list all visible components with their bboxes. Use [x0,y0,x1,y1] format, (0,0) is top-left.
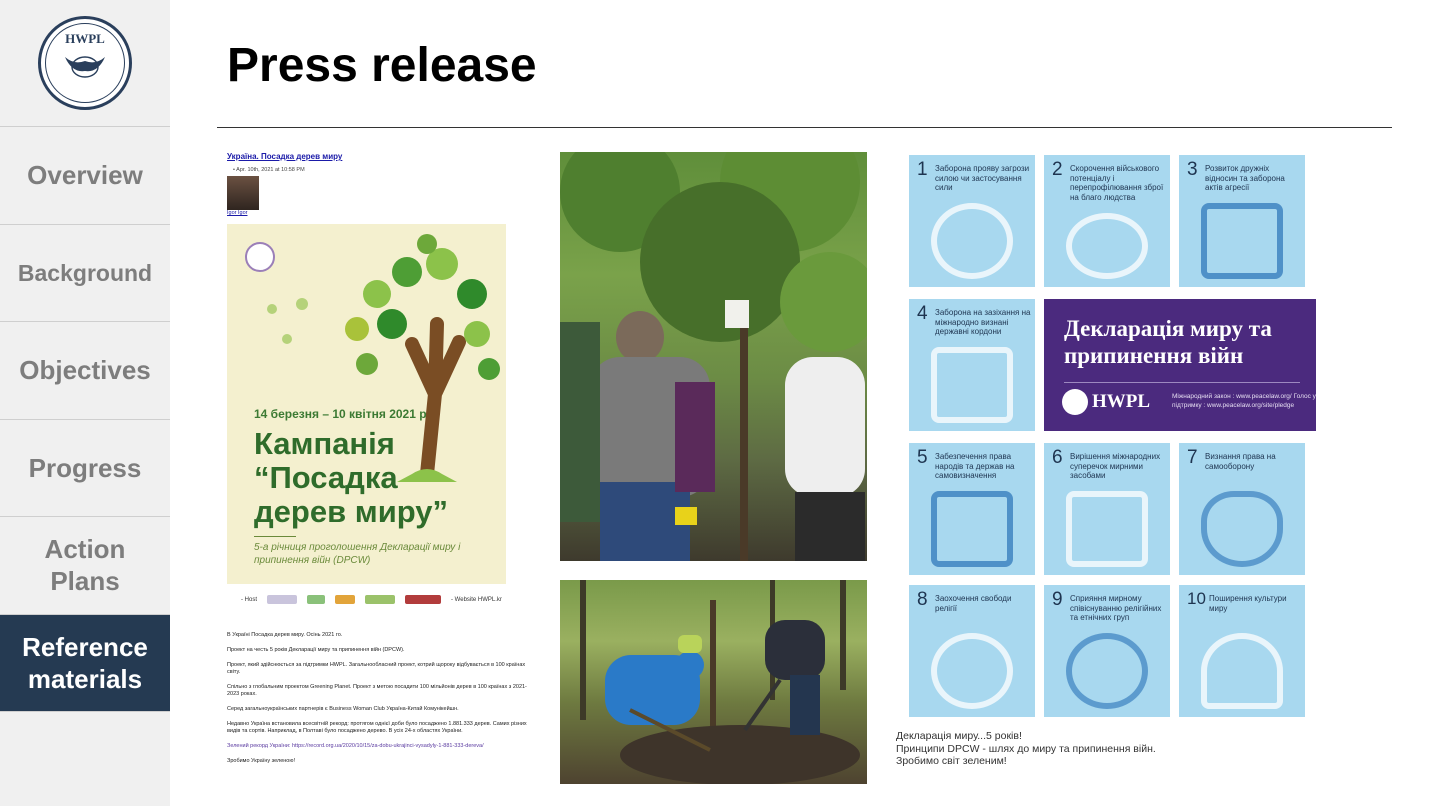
poster-date: 14 березня – 10 квітня 2021 р [254,407,427,421]
principle-tile: 1 Заборона прояву загрози силою чи застосування сили [909,155,1035,287]
declaration-banner [1044,299,1316,431]
tree-planting-photo [560,580,867,784]
article-paragraph: Недавно Україна встановила всесвітній рекорд: протягом однієї доби було посаджено 1.881.333 дерев. Самих різних видів та сортів. Наприклад, в Полтаві було посаджено дерево. В усіх 24-х областях України. [227,721,527,734]
declaration-title: Декларація миру та припинення війн [1064,316,1272,368]
sponsor-logo [267,595,297,604]
title-divider [217,127,1392,128]
tree-tagging-photo [560,152,867,561]
hwpl-logo [38,16,132,110]
poster-subtitle: 5-а річниця проголошення Декларації миру і припинення війн (DPCW) [254,542,461,566]
declaration-divider [1064,382,1300,383]
shield-globe-icon [1201,491,1283,567]
author-link[interactable]: Igor Igor [227,210,248,216]
sponsor-logo [335,595,355,604]
nav-reference-materials[interactable]: Reference materials [0,615,170,713]
sponsor-logo [365,595,395,604]
principle-tile: 5 Забезпечення права народів та держав на самовизначення [909,443,1035,575]
record-link[interactable]: Зелений рекорд України: https://record.org.ua/2020/10/15/za-dobu-ukrajinci-vysadyly-1-881-333-dereva/ [227,743,484,749]
no-war-circle-icon [1066,633,1148,709]
hands-vote-icon [931,491,1013,567]
hwpl-seal-icon [1062,389,1088,415]
handshake-icon [1201,203,1283,279]
main-content [170,0,1440,806]
tree-planting-scene-icon [560,580,867,784]
article-paragraph: Проект на честь 5 років Декларації миру та припинення війн (DPCW). [227,647,405,653]
principle-tile: 8 Заохочення свободи релігії [909,585,1035,717]
declaration-links: Міжнародний закон : www.peacelaw.org/ Голос у підтримку : www.peacelaw.org/site/pledge [1172,393,1316,409]
principle-tile: 2 Скорочення військового потенціалу і перепрофілювання зброї на благо людства [1044,155,1170,287]
logo-text: HWPL [65,31,105,46]
website-label: - Website HWPL.kr [451,596,502,603]
article-paragraph: Зробимо Україну зеленою! [227,758,295,764]
article-paragraph: Спільно з глобальним проектом Greening Planet. Проект з метою посадити 100 мільйонів дерев в 100 країнах з 2021-2023 роках. [227,684,527,697]
scales-icon [1066,491,1148,567]
page-title: Press release [227,39,537,92]
sidebar [0,0,170,806]
author-avatar [227,176,259,210]
host-label: - Host [241,596,258,603]
principle-tile: 3 Розвиток дружніх відносин та заборона актів агресії [1179,155,1305,287]
sponsor-row [241,595,502,604]
soldiers-border-icon [931,347,1013,423]
nav-action-plans[interactable]: Action Plans [0,517,170,615]
declaration-caption: Декларація миру...5 років! Принципи DPCW - шлях до миру та припинення війн. Зробимо світ зеленим! [896,730,1156,767]
principle-tile: 6 Вирішення міжнародних суперечок мирними засобами [1044,443,1170,575]
dove-emblem-icon [62,47,108,79]
poster-divider [254,536,296,537]
article-paragraph: В Україні Посадка дерев миру. Осінь 2021 го. [227,632,343,638]
article-body [227,632,537,773]
nav-objectives[interactable]: Objectives [0,322,170,420]
dove-globe-icon [1201,633,1283,709]
poster-campaign-title: Кампанія “Посадка дерев миру” [254,426,449,529]
nav-background[interactable]: Background [0,225,170,323]
press-article [227,152,537,792]
article-headline-link[interactable]: Україна. Посадка дерев миру [227,152,343,161]
article-paragraph: Проект, який здійснюється за підтримки HWPL. Загальнообласний проект, котрий щороку відбувається в 100 країнах світу. [227,662,526,675]
principle-tile: 10 Поширення культури миру [1179,585,1305,717]
nav-progress[interactable]: Progress [0,420,170,518]
principle-tile: 9 Сприяння мирному співіснуванню релігійних та етнічних груп [1044,585,1170,717]
peace-symbols-icon [931,633,1013,709]
campaign-poster [227,224,506,584]
tree-tagging-scene-icon [560,152,867,561]
dpcw-principles-grid [909,155,1319,717]
principle-tile: 7 Визнання права на самооборону [1179,443,1305,575]
logo-area [0,0,170,127]
sponsor-logo [307,595,325,604]
nav-overview[interactable]: Overview [0,127,170,225]
article-paragraph: Серед загальноукраїнських партнерів є Business Woman Club Україна-Китай Комунікейшн. [227,706,459,712]
article-date: • Apr. 10th, 2021 at 10:58 PM [233,167,305,173]
principle-tile: 4 Заборона на зазіхання на міжнародно визнані державні кордони [909,299,1035,431]
sponsor-logo [405,595,441,604]
no-weapon-icon [931,203,1013,279]
tree-of-doves-icon [227,224,506,584]
declaration-brand: HWPL [1092,391,1151,412]
tank-peace-icon [1066,213,1148,279]
